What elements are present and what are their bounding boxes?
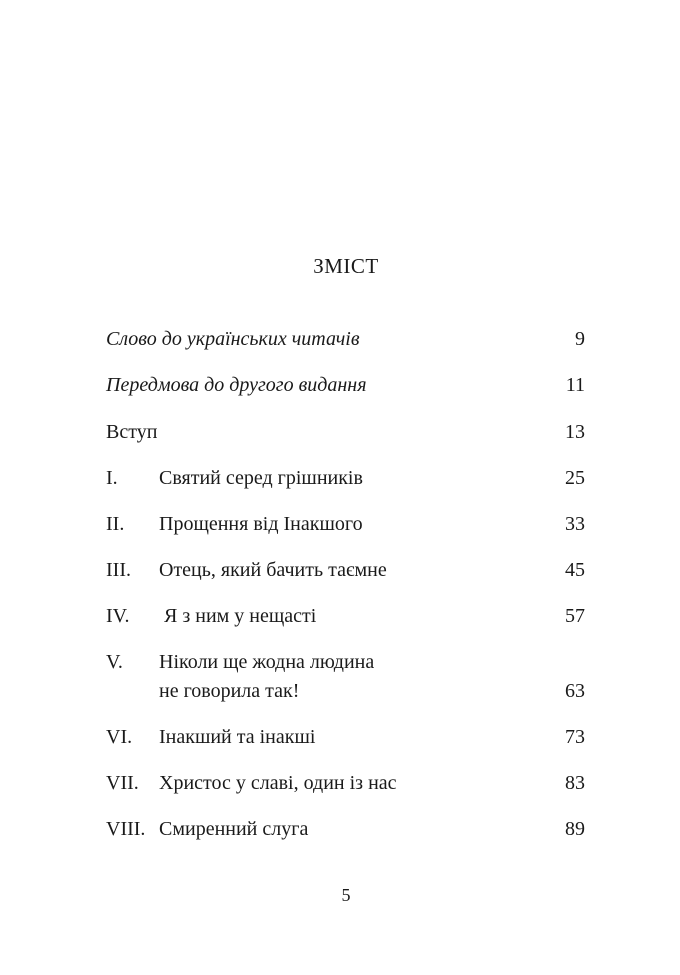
- toc-entry: [106, 602, 585, 631]
- toc-entry: [106, 418, 585, 447]
- toc-entry-title: Я з ним у нещасті: [164, 605, 317, 627]
- toc-entry: [106, 510, 585, 539]
- toc-entry-title: Передмова до другого видання: [106, 374, 367, 396]
- toc-entry: [106, 648, 585, 706]
- toc-entry-title: Смиренний слуга: [159, 818, 309, 840]
- toc-entry-number: III.: [106, 559, 131, 581]
- toc-entry-title: Отець, який бачить таємне: [159, 559, 387, 581]
- toc-entry-title: Інакший та інакші: [159, 726, 316, 748]
- toc-entry-page: 33: [565, 513, 585, 535]
- toc-entry-page: 13: [565, 421, 585, 443]
- toc-entry-title: Прощення від Інакшого: [159, 513, 363, 535]
- toc-entry: [106, 815, 585, 844]
- toc-entry-page: 9: [575, 328, 585, 350]
- toc-entry: [106, 769, 585, 798]
- toc-entry-title: Вступ: [106, 421, 158, 443]
- toc-entry-title: Слово до українських читачів: [106, 328, 360, 350]
- toc-entry-page: 63: [565, 680, 585, 702]
- toc-entry-number: VII.: [106, 772, 139, 794]
- toc-heading: ЗМІСТ: [313, 254, 379, 278]
- toc-entry-page: 73: [565, 726, 585, 748]
- toc-entry-number: VIII.: [106, 818, 146, 840]
- toc-entry-title: Ніколи ще жодна людина: [159, 651, 375, 673]
- toc-entry-page: 11: [565, 374, 585, 396]
- toc-entry-page: 57: [565, 605, 585, 627]
- toc-entry-number: V.: [106, 651, 123, 673]
- toc-entry-page: 83: [565, 772, 585, 794]
- toc-entry: [106, 371, 585, 400]
- page-number: 5: [341, 885, 351, 905]
- toc-entry: [106, 464, 585, 493]
- toc-entry-page: 45: [565, 559, 585, 581]
- toc-entry-title: Святий серед грішників: [159, 467, 363, 489]
- toc-entry-title-continued: не говорила так!: [159, 680, 300, 702]
- toc-entry-page: 25: [565, 467, 585, 489]
- toc-entry-number: I.: [106, 467, 118, 489]
- toc-entry: [106, 556, 585, 585]
- toc-entry: [106, 723, 585, 752]
- toc-entry-page: 89: [565, 818, 585, 840]
- toc-entry: [106, 325, 585, 354]
- toc-entry-title: Христос у славі, один із нас: [159, 772, 397, 794]
- toc-entry-number: IV.: [106, 605, 130, 627]
- toc-entry-number: VI.: [106, 726, 133, 748]
- toc-entry-number: II.: [106, 513, 125, 535]
